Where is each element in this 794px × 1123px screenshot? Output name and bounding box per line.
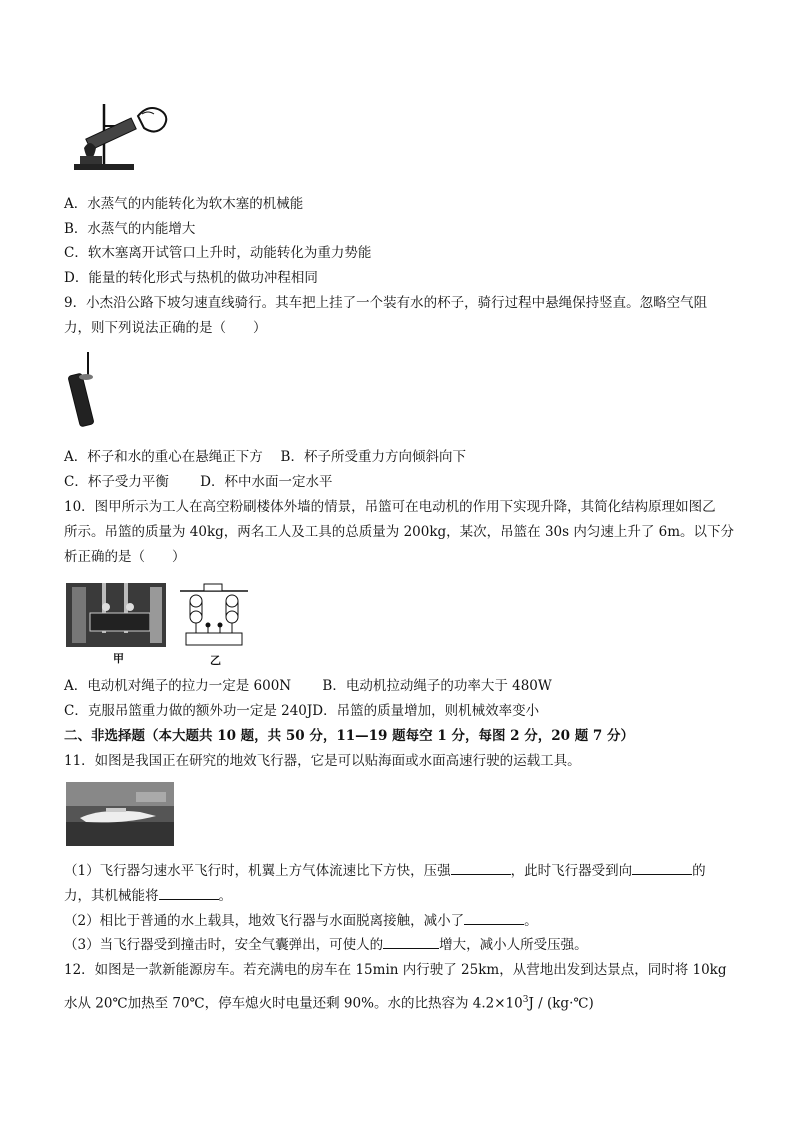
q11-part2: （2）相比于普通的水上载具，地效飞行器与水面脱离接触，减小了 。 (64, 910, 538, 931)
q9-options-line2: C．杯子受力平衡 D．杯中水面一定水平 (64, 474, 333, 490)
q8-option-c: C．软木塞离开试管口上升时，动能转化为重力势能 (64, 245, 372, 261)
q9-stem-line2: 力，则下列说法正确的是（ ） (64, 320, 267, 336)
q11-stem: 11．如图是我国正在研究的地效飞行器，它是可以贴海面或水面高速行驶的运载工具。 (64, 753, 581, 769)
q9-options-line1: A．杯子和水的重心在悬绳正下方 B．杯子所受重力方向倾斜向下 (64, 449, 466, 465)
hanging-cup-figure (66, 350, 106, 432)
ground-effect-vehicle-photo (66, 782, 174, 846)
answer-blank-direction[interactable] (632, 860, 692, 875)
q9-stem-line1: 9．小杰沿公路下坡匀速直线骑行。其车把上挂了一个装有水的杯子，骑行过程中悬绳保持竖直。忽略空气阻 (64, 295, 708, 311)
q8-option-d: D．能量的转化形式与热机的做功冲程相同 (64, 270, 318, 286)
gondola-photo-figure (66, 583, 166, 647)
q10-options-line1: A．电动机对绳子的拉力一定是 600N B．电动机拉动绳子的功率大于 480W (64, 678, 552, 694)
answer-blank-mechanical-energy[interactable] (159, 885, 219, 900)
q10-stem-line1: 10．图甲所示为工人在高空粉刷楼体外墙的情景，吊篮可在电动机的作用下实现升降，其简化结构原理如图乙 (64, 499, 716, 515)
answer-blank-pressure[interactable] (451, 860, 511, 875)
answer-blank-area[interactable] (383, 934, 439, 949)
caption-jia: 甲 (113, 652, 124, 665)
pulley-diagram-figure (178, 583, 250, 651)
q10-options-line2: C．克服吊篮重力做的额外功一定是 240JD．吊篮的质量增加，则机械效率变小 (64, 703, 540, 719)
q10-stem-line3: 析正确的是（ ） (64, 549, 186, 565)
q8-option-b: B．水蒸气的内能增大 (64, 221, 196, 237)
q11-part1-line2: 力，其机械能将 。 (64, 885, 232, 906)
test-tube-apparatus-figure (66, 96, 176, 174)
q11-part3: （3）当飞行器受到撞击时，安全气囊弹出，可使人的 增大，减小人所受压强。 (64, 934, 588, 955)
answer-blank-reduced[interactable] (464, 910, 524, 925)
q10-stem-line2: 所示。吊篮的质量为 40kg，两名工人及工具的总质量为 200kg，某次，吊篮在 30s 内匀速上升了 6m。以下分 (64, 524, 735, 540)
caption-yi: 乙 (210, 654, 221, 667)
q12-stem-line1: 12．如图是一款新能源房车。若充满电的房车在 15min 内行驶了 25km，从营地出发到达景点，同时将 10kg (64, 962, 727, 978)
q12-stem-line2: 水从 20℃加热至 70℃，停车熄火时电量还剩 90%。水的比热容为 $4.2\times 10^3J$ / (kg·℃) (64, 995, 594, 1012)
q11-part1-line1: （1）飞行器匀速水平飞行时，机翼上方气体流速比下方快，压强 ，此时飞行器受到向 的 (64, 860, 706, 881)
q8-option-a: A．水蒸气的内能转化为软木塞的机械能 (64, 196, 304, 212)
section-2-heading: 二、非选择题（本大题共 10 题，共 50 分，11—19 题每空 1 分，每图 2 分，20 题 7 分） (64, 728, 635, 744)
